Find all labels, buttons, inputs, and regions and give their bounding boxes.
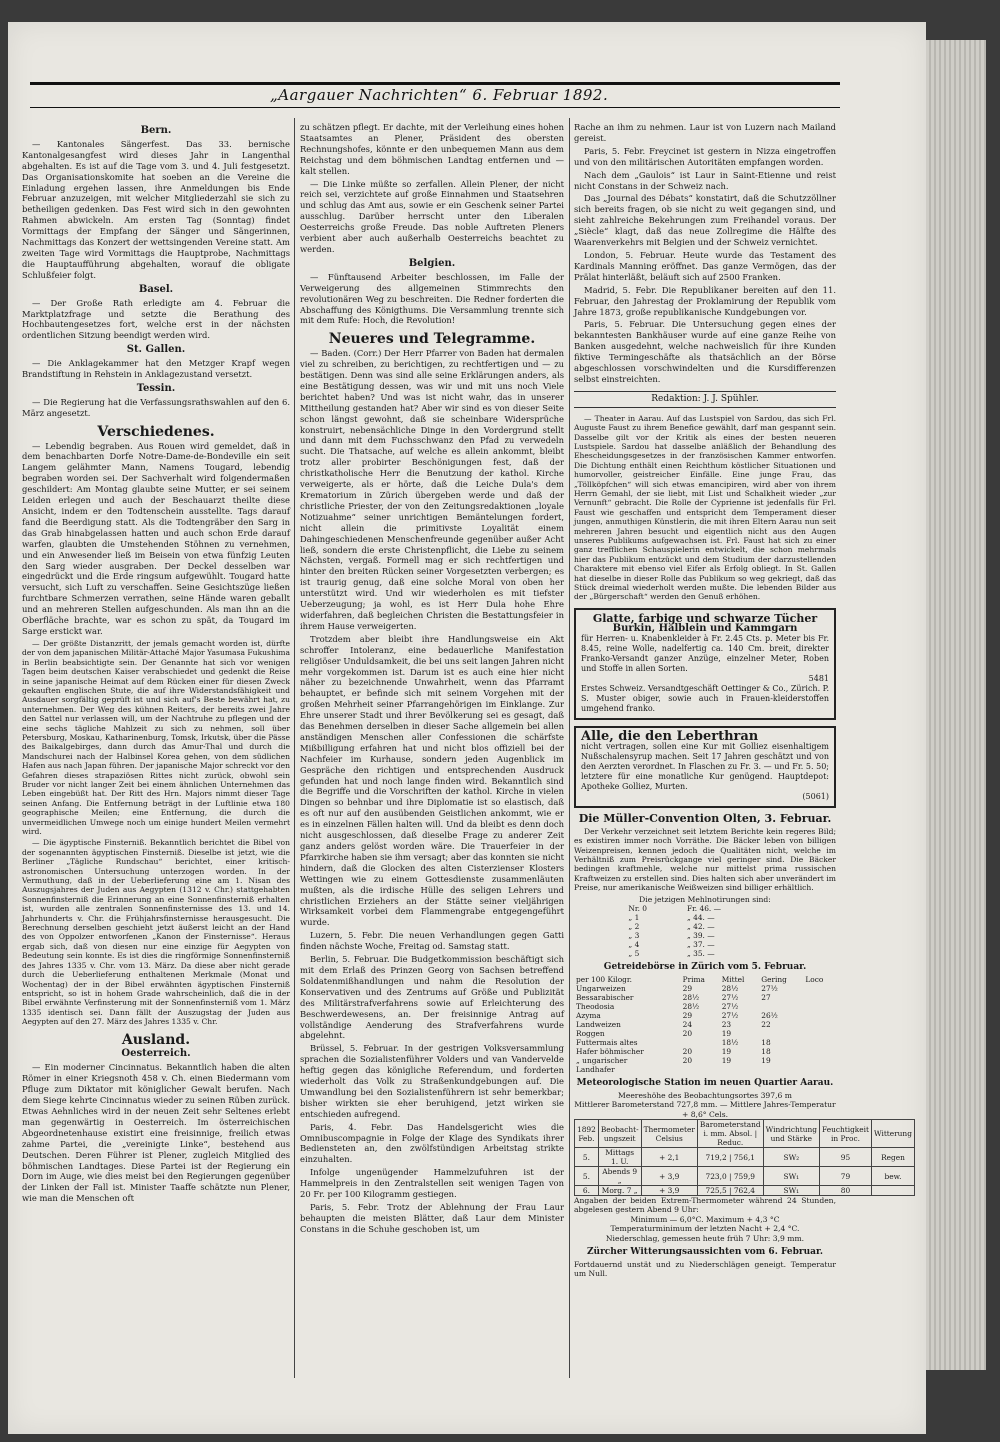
heading-basel: Basel. [138,283,174,295]
heading-tessin: Tessin. [136,382,176,394]
table-row [574,984,836,993]
table-cell [872,1186,915,1196]
column-divider [294,118,295,1378]
table-cell: 18½ [721,1037,739,1047]
table-cell: Fr. 46. — [686,904,721,914]
telegram-madrid: Madrid, 5. Febr. Die Republikaner bereiten auf den 11. Februar, den Jahrestag der Proklamirung der Republik vom Jahre 1873, große republikanische Kundgebungen vor. [574,284,836,317]
table-cell: Roggen [576,1028,605,1038]
telegram-paris-omnibus: Paris, 4. Febr. Das Handelsgericht wies die Omnibuscompagnie in Folge der Klage des Syndikats ihrer Bediensteten an, den zwölfstündigen Arbeitstag strikte einzuhalten. [300,1121,564,1165]
table-row [626,904,783,913]
table-cell: „ ungarischer [576,1055,628,1065]
table-cell: 6. [575,1186,599,1196]
table-cell: 79 [819,1167,871,1186]
column-header: 1892 Feb. [575,1120,599,1148]
paper-name: „Aargauer Nachrichten“ [270,86,468,104]
table-row [574,993,836,1002]
article-cincinnatus: — Ein moderner Cincinnatus. Bekanntlich haben die alten Römer in einer Kriegsnoth 458 v. Ch. einen Biedermann vom Pfluge zum Diktator mit königlicher Gewalt berufen. Nach dem Siege kehrte Cincinnatus wieder zu seinen Rüben zurück. Etwas Aehnliches wird in der neuen Zeit sehr Seltenes erlebt man gegenwärtig in Oesterreich. Im österreichischen Abgeordnetenhause existirt eine freisinnige, freilich etwas zahme Partei, die „vereinigte Linke“, bestehend aus Deutschen. Deren Führer ist Plener, zugleich Mitglied des böhmischen Landtages. Diese Partei ist der Regierung ein Dorn im Auge, wie dies meist bei den Regierungen gegenüber der Linken der Fall ist. Minister Taaffe schätzte nun Plener, wie man die Menschen oft [22,1062,290,1204]
article-trotzdem: Trotzdem aber bleibt ihre Handlungsweise ein Akt schroffer Intoleranz, eine bedauerliche Manifestation religiöser Unduldsamkeit, die bei uns seit langen Jahren nicht mehr vorgekommen ist. Darum ist es auch eine hier nicht näher zu bezeichnende Unwahrheit, wenn das Pfarramt behauptet, er befinde sich mit seinem Vorgehen mit der großen Mehrheit seiner Pfarrangehörigen im Einklange. Zur Ehre unserer Stadt und ihrer Bevölkerung sei es gesagt, daß das Benehmen derselben in dieser Sache allgemein bei allen anständigen Menschen aller Confessionen die schärfste Mißbilligung erfahren hat und nicht blos offiziell bei der Nachfeier im Kurhause, sondern jeden Augenblick im Gespräche den richtigen und entsprechenden Ausdruck gefunden hat und noch lange finden wird. Bekanntlich sind die Begriffe und die Vorschriften der kathol. Kirche in vielen Dingen so behnbar und ihre Diplomatie ist so elastisch, daß es oft nur auf den ausübenden Geistlichen ankommt, wie er es in einzelnen Fällen halten will. Und da bleibt es denn doch nicht ausgeschlossen, daß dieselbe Frage zu anderer Zeit ganz anders gelöst worden wäre. Die Trauerfeier in der Pfarrkirche haben sie ihm versagt; aber das konnten sie nicht hindern, daß die Glocken des alten Cisterzienser Klosters Wettingen wie zu einem Gottesdienste zusammenläuten mußten, als die irdische Hülle des seligen Lehrers und christlichen Erziehers an der Stätte seiner vieljährigen Wirksamkeit vorbei dem Flammengrabe entgegengeführt wurde. [300,633,564,928]
table-cell: + 2,1 [641,1148,697,1167]
table-cell: 20 [682,1055,693,1065]
table-cell: 29 [682,983,693,993]
table-cell: Landweizen [576,1019,621,1029]
wetter-title: Zürcher Witterungsaussichten vom 6. Februar. [586,1247,824,1258]
column-header: Beobacht-ungszeit [598,1120,641,1148]
table-row [574,1065,836,1074]
article-tessin: — Die Regierung hat die Verfassungsrathswahlen auf den 6. März angesetzt. [22,396,290,418]
table-cell [681,1065,720,1074]
table-cell: 27½ [721,992,739,1002]
table-cell: 27 [761,992,771,1002]
heading-belgien: Belgien. [408,257,456,269]
heading-bern: Bern. [140,125,172,136]
heading-mueller-convention: Die Müller-Convention Olten, 3. Februar. [578,811,832,825]
table-row [626,922,783,931]
article-theater: — Theater in Aarau. Auf das Lustspiel von Sardou, das sich Frl. Auguste Faust zu ihrem Benefice gewählt, darf man gespannt sein. Dasselbe gilt vor der Kritik als eines der besten neueren Lustspiele. Sardou hat dasselbe anläßlich der Behandlung des Ehescheidungsgesetzes in der französischen Kammer entworfen. Die Dichtung enthält einen Reichthum köstlicher Situationen und humorvoller, geistreicher Einfälle. Eine junge Frau, das „Töllköpfchen“ will sich etwas emancipiren, wird aber von ihrem Herrn Gemahl, der sie liebt, mit List und Schalkheit wieder „zur Vernunft“ gebracht. Die Rolle der Cyprienne ist jedenfalls für Frl. Faust wie geschaffen und entspricht dem Temperament dieser jungen, anmuthigen Künstlerin, die mit ihren Eltern Aarau nun seit mehreren Jahren besucht und eigentlich nicht aus den Augen unseres Publikums aufgewachsen ist. Frl. Faust hat sich zu einer ganz trefflichen Schauspielerin entwickelt, die schon mehrmals hier das Publikum entzückt und dem Studium der darzustellenden Charaktere mit ebenso viel Eifer als Erfolg obliegt. In St. Gallen hat dieselbe in dieser Rolle das Publikum so weg gekriegt, daß das Stück dreimal wiederholt werden mußte. Die lebenden Bilder aus der „Bürgerschaft“ werden den Genuß erhöhen. [574,413,836,602]
table-cell [803,1065,836,1074]
table-cell: „ 37. — [686,940,715,950]
table-cell: Landhafer [576,1064,615,1074]
table-cell: Hafer böhmischer [576,1046,644,1056]
advertisement-tuecher [574,608,836,720]
telegram-paris-banken: Paris, 5. Februar. Die Untersuchung gegen eines der bekanntesten Bankhäuser wurde auf eine ganze Reihe von Banken ausgedehnt, welche nachweislich für ihre Kunden fiktive Termingeschäfte als thatsächlich an der Börse abgeschlossen vorschwindelten und die Kursdifferenzen selbst einstreichten. [574,319,836,384]
table-cell: 5. [575,1148,599,1167]
ad-leberthran-title: Alle, die den Leberthran [581,728,759,744]
meteo-niederschlag: Niederschlag, gemessen heute früh 7 Uhr: 3,9 mm. [605,1233,805,1243]
table-cell: 19 [721,1055,732,1065]
table-cell [803,1011,836,1020]
article-baden: — Baden. (Corr.) Der Herr Pfarrer von Baden hat dermalen viel zu schreiben, zu berichtigen, zu rechtfertigen und — zu bestätigen. Denn was sind alle seine Erklärungen anders, als eine Bestätigung dessen, was wir und mit uns noch Viele berichtet haben? Und was ist nicht wahr, das in unserer Mittheilung gestanden hat? Aber wir sind es von dieser Seite schon längst gewohnt, daß sie scheinbare Widersprüche konstruirt, nebensächliche Dinge in den Vordergrund stellt und dann mit dem Fuchsschwanz den Pfad zu verwedeln sucht. Die Thatsache, auf welche es allein ankommt, bleibt trotz aller probirter Beschönigungen fest, daß der christkatholische Herr die Benutzung der kathol. Kirche verweigerte, als er hörte, daß die Leiche Dula's dem Krematorium in Zürich übergeben werde und daß der christliche Priester, der von den Zeitungsredaktionen „loyale Notizuahme“ seiner unrichtigen Bemäntelungen fordert, nicht allein die primitivste Loyalität einem Dahingeschiedenen Menschenfreunde gegenüber außer Acht ließ, sondern die erste Christenpflicht, die Liebe zu seinem Nächsten, vergaß. Formell mag er sich rechtfertigen und hinter den breiten Rücken seiner Vorgesetzten verbergen; es ist traurig genug, daß eine solche Moral von oben her unterstützt wird. Und wir wiederholen es mit tiefster Ueberzeugung; ja wohl, es ist Herr Dula hohe Ehre widerfahren, daß begleichen Christen die Bestattungsfeier in ihrem Hause verweigerten. [300,348,564,631]
table-cell: „ 2 [628,922,640,932]
page-stack-edge [926,40,986,1370]
table-cell: SW₁ [763,1186,819,1196]
table-row [574,1047,836,1056]
table-row [575,1148,915,1167]
table-cell [803,1038,836,1047]
telegram-hammel: Infolge ungenügender Hammelzufuhren ist der Hammelpreis in den Zentralstellen seit wenigen Tagen von 20 Fr. per 100 Kilogramm gestiegen. [300,1167,564,1200]
column-header: Thermometer Celsius [641,1120,697,1148]
table-cell: 29 [682,1010,693,1020]
table-cell: 80 [819,1186,871,1196]
column-header: Loco [805,974,824,984]
table-row [575,1167,915,1186]
table-cell [759,1002,803,1011]
table-cell: 725,5 | 762,4 [697,1186,763,1196]
table-cell: „ 44. — [686,913,715,923]
table-cell: 95 [819,1148,871,1167]
ad-leberthran-number: (5061) [802,791,829,801]
column-header: Windrichtung und Stärke [763,1120,819,1148]
issue-date: 6. Februar 1892. [472,86,609,104]
telegram-gaulois: Nach dem „Gaulois“ ist Laur in Saint-Etienne und reist nicht Constans in der Schweiz nach. [574,169,836,191]
column-2 [300,122,564,1382]
telegram-luzern: Luzern, 5. Febr. Die neuen Verhandlungen gegen Gatti finden nächste Woche, Freitag od. Samstag statt. [300,930,564,952]
ad-tuecher-firm: Erstes Schweiz. Versandtgeschäft Oettinger & Co., Zürich. P. S. Muster obiger, sowie auch in Frauen-kleiderstoffen umgehend franko. [581,683,829,713]
mehl-table [626,904,783,958]
telegram-laur-cont: Rache an ihm zu nehmen. Laur ist von Luzern nach Mailand gereist. [574,122,836,143]
table-cell: „ 35. — [686,949,715,959]
table-cell: „ 3 [628,931,640,941]
table-cell: + 3,9 [641,1186,697,1196]
table-cell: 24 [682,1019,693,1029]
table-row [574,1020,836,1029]
table-row [574,1029,836,1038]
table-cell: bew. [872,1167,915,1186]
table-cell: SW₁ [763,1167,819,1186]
table-row [626,940,783,949]
heading-neueres-telegramme: Neueres und Telegramme. [328,331,536,348]
advertisement-leberthran [574,726,836,808]
table-cell: 5. [575,1167,599,1186]
article-basel: — Der Große Rath erledigte am 4. Februar die Marktplatzfrage und setzte die Berathung des Hochbautengesetzes fort, welche erst in der nächsten ordentlichen Sitzung beendigt werden wird. [22,297,290,341]
heading-ausland: Ausland. [121,1031,191,1048]
table-row [574,1011,836,1020]
meteo-extrem: Angaben der beiden Extrem-Thermometer während 24 Stunden, abgelesen gestern Abend 9 Uhr: [574,1196,836,1215]
table-cell: 27½ [721,1001,739,1011]
table-cell [803,984,836,993]
table-cell [803,1056,836,1065]
masthead-title [270,86,608,104]
table-cell: „ 1 [628,913,640,923]
table-cell [803,1029,836,1038]
table-cell: 27½ [721,1010,739,1020]
column-header: Mittel [721,974,745,984]
heading-oesterreich: Oesterreich. [121,1048,191,1060]
column-header: Barometerstand i. mm. Absol. | Reduc. [697,1120,763,1148]
table-cell: „ 4 [628,940,640,950]
table-cell: + 3,9 [641,1167,697,1186]
table-cell: „ 42. — [686,922,715,932]
ad-leberthran-body: nicht vertragen, sollen eine Kur mit Golliez eisenhaltigem Nußschalensyrup machen. Seit 17 Jahren geschätzt und von den Aerzten verordnet. In Flaschen zu Fr. 3. — und Fr. 5. 50; letztere für eine monatliche Kur genügend. Hauptdepot: Apotheke Golliez, Murten. [581,741,829,791]
table-cell: „ 5 [628,949,640,959]
column-header: Prima [682,974,705,984]
table-cell: 19 [721,1046,732,1056]
ad-tuecher-subtitle: Burkin, Halblein und Kammgarn [612,622,798,634]
table-row [626,931,783,940]
table-row [626,913,783,922]
table-cell: SW₂ [763,1148,819,1167]
column-header: Witterung [872,1120,915,1148]
article-stgallen: — Die Anklagekammer hat den Metzger Krapf wegen Brandstiftung in Rehstein in Anklagezustand versetzt. [22,358,290,380]
masthead [30,82,840,108]
meteo-averages: Mittlerer Barometerstand 727,8 mm. — Mittlere Jahres-Temperatur + 8,6° Cels. [574,1100,836,1119]
wetter-forecast: Fortdauernd unstät und zu Niederschlägen geneigt. Temperatur um Null. [574,1260,836,1279]
ad-tuecher-number: 5481 [808,673,829,683]
table-cell: 28½ [721,983,739,993]
telegram-bruessel: Brüssel, 5. Februar. In der gestrigen Volksversammlung sprachen die Sozialistenführer Volders und van Vandervelde heftig gegen das königliche Referendum, und forderten wiederholt das Volk zu Straßenkundgebungen auf. Die Umwandlung bei den Sozialistenführern ist sehr bemerkbar; bisher wirkten sie eher beruhigend, jetzt wirken sie entschieden aufregend. [300,1043,564,1119]
table-cell: 26½ [761,1010,778,1020]
table-cell: 28½ [682,1001,700,1011]
table-cell [803,1002,836,1011]
column-header: Feuchtigkeit in Proc. [819,1120,871,1148]
meteo-title: Meteorologische Station im neuen Quartier Aarau. [576,1077,834,1088]
table-cell [681,1038,720,1047]
heading-verschiedenes: Verschiedenes. [97,423,215,440]
article-lebendig-begraben: — Lebendig begraben. Aus Rouen wird gemeldet, daß in dem benachbarten Dorfe Notre-Dame-de-Bondeville ein seit Langem gelähmter Mann, Namens Tougard, lebendig begraben worden sei. Der Sachverhalt wird folgendermaßen geschildert: Am Montag glaubte seine Mutter, er sei seinem Leiden erlegen und auch der Beschauarzt theilte diese Ansicht, indem er den Todtenschein ausstellte. Tags darauf fand die Beerdigung statt. Als die Todtengräber den Sarg in das Grab hinabgelassen hatten und auch schon Erde darauf warfen, glaubten die Umstehenden Stöhnen zu vernehmen, und ein Anwesender ließ im Beisein von etwa fünfzig Leuten den Sarg wieder ausgraben. Der Deckel desselben war eingedrückt und die Erde ringsum aufgewühlt. Tougard hatte versucht, sich Luft zu verschaffen. Seine Gesichtszüge ließen furchtbare Schmerzen verrathen, seine Hände waren geballt und an mehreren Stellen aufgeschunden. Als man ihn an die Oberfläche brachte, war es schon zu spät, da Tougard im Sarge erstickt war. [22,440,290,636]
table-row [575,1186,915,1196]
editor-line: Redaktion: J. J. Spühler. [574,391,836,408]
ad-tuecher-title: Glatte, farbige und schwarze Tücher [592,611,818,625]
telegram-paris-laur: Paris, 5. Febr. Trotz der Ablehnung der Frau Laur behaupten die meisten Blätter, daß Laur dem Minister Constans in die Schuhe geschoben ist, um [300,1202,564,1234]
article-finsternis: — Die ägyptische Finsterniß. Bekanntlich berichtet die Bibel von der sogenannten ägyptischen Finsterniß. Dieselbe ist jetzt, wie die Berliner „Tägliche Rundschau“ berichtet, einer kritisch-astronomischen Untersuchung unterzogen worden. In der Vermuthung, daß in der Ueberlieferung eine am 1. Nisan des Auszugsjahres der Juden aus Aegypten (1312 v. Chr.) stattgehabten Sonnenfinsterniß die Erinnerung an eine Sonnenfinsterniß erhalten ist, wurden alle zentralen Sonnenfinsternisse des 13. und 14. Jahrhunderts v. Chr. die Frühjahrsfinsternisse herausgesucht. Die Berechnung derselben geschieht jetzt äußerst leicht an der Hand des von Oppolzer entworfenen „Kanon der Finsternisse“. Heraus ergab sich, daß von diesen nur eine einzige für Aegypten von Bedeutung sein konnte. Es ist dies die ringförmige Sonnenfinsterniß des Jahres 1335 v. Chr. vom 13. März. Da diese aber nicht gerade durch die Ueberlieferung enthaltenen Merkmale (Monat und Wochentag) der in der Bibel erwähnten ägyptischen Finsterniß entspricht, so ist in hohem Grade wahrscheinlich, daß die in der Bibel erwähnte Verfinsterung mit der Sonnenfinsterniß vom 1. März 1335 identisch sei. Dann fällt der Auszugstag der Juden aus Aegypten auf den 27. März des Jahres 1335 v. Chr. [22,838,290,1027]
mehl-caption: Die jetzigen Mehlnotirungen sind: [639,894,771,904]
table-cell [759,1065,803,1074]
table-cell [803,1047,836,1056]
table-cell: 723,0 | 759,9 [697,1167,763,1186]
table-cell: 23 [721,1019,732,1029]
telegram-debats: Das „Journal des Débats“ konstatirt, daß die Schutzzöllner sich bereits fragen, ob sie nicht zu weit gegangen sind, und sieht zahlreiche Bekehrungen zum Freihandel voraus. Der „Siècle“ klagt, daß das neue Zollregime die Hälfte des Waarenverkehrs mit Belgien und der Schweiz vernichtet. [574,193,836,248]
heading-stgallen: St. Gallen. [126,344,186,356]
table-cell: 19 [761,1055,771,1065]
table-cell: Ungarweizen [576,983,626,993]
getreide-title: Getreidebörse in Zürich vom 5. Februar. [603,962,807,973]
table-cell: „ 39. — [686,931,715,941]
meteo-altitude: Meereshöhe des Beobachtungsortes 397,6 m [618,1090,792,1100]
column-header: per 100 Kilogr. [576,974,632,984]
table-cell: Mittags 1. U. [598,1148,641,1167]
table-cell [759,1029,803,1038]
table-row [574,1038,836,1047]
table-cell [803,1020,836,1029]
table-cell: Theodosia [576,1001,615,1011]
table-cell: 22 [761,1019,771,1029]
meteo-minmax: Minimum — 6,0°C. Maximum + 4,3 °C [630,1214,780,1224]
table-cell: 18 [761,1046,771,1056]
article-linke: — Die Linke müßte so zerfallen. Allein Plener, der nicht reich sei, verzichtete auf große Einnahmen und Staatsehren und schlug das Amt aus, sowie er ein Geschenk seiner Partei ausschlug. Darüber herrscht unter den Liberalen Oesterreichs große Freude. Das noble Auftreten Pleners verbient aber auch außerhalb Oesterreichs beachtet zu werden. [300,178,564,254]
column-divider [569,118,570,1378]
table-cell: 27½ [761,983,778,993]
table-cell: Futtermais altes [576,1037,638,1047]
telegram-paris-freycinet: Paris, 5. Febr. Freycinet ist gestern in Nizza eingetroffen und von den militärischen Autoritäten empfangen worden. [574,145,836,167]
meteo-table [574,1119,915,1196]
article-saengerfest: — Kantonales Sängerfest. Das 33. bernische Kantonalgesangfest wird dieses Jahr in Langenthal abgehalten. Es ist auf die Tage vom 3. und 4. Juli festgesetzt. Das Organisationskomite hat soeben an die Vereine die Einladung ergehen lassen, ihre Anmeldungen bis Ende Februar anzuzeigen, mit welcher Mitgliederzahl sie sich zu betheiligen gedenken. Das Fest wird sich in den gewohnten Rahmen abwickeln. Am ersten Tag (Sonntag) findet Vormittags der Empfang der Sänger und Sängerinnen, Nachmittags das Konzert der wettsingenden Vereine statt. Am zweiten Tage wird Vormittags die Hauptprobe, Nachmittags die Hauptaufführung abgehalten, worauf die obligate Schlußfeier folgt. [22,138,290,280]
table-cell: Nr. 0 [628,904,647,914]
article-distanzritt: — Der größte Distanzritt, der jemals gemacht worden ist, dürfte der von dem japanischen Militär-Attaché Major Yasumasa Fukushima in Berlin beabsichtigte sein. Der Genannte hat sich vor wenigen Tagen beim deutschen Kaiser verabschiedet und gedenkt die Reise in seine japanische Heimat auf dem Rücken einer für diesen Zweck gekauften englischen Stute, die auf ihre Widerstandsfähigkeit und Ausdauer sorgfältig geprüft ist und sich auf's Beste bewährt hat, zu unternehmen. Der Weg des kühnen Reiters, der bereits zwei Jahre den Sattel nur verlassen will, um der Nachtruhe zu pflegen und der eine sechs tägliche Mahlzeit zu sich zu nehmen, soll über Petersburg, Moskau, Katharinenburg, Tomsk, Irkutsk, über die Pässe des Baikalgebirges, dann durch das Amur-Thal und durch die Mandschurei nach der Halbinsel Korea gehen, von dem südlichen Hafen aus nach Japan führen. Der japanische Major schreckt vor den Gefahren dieses strapaziösen Rittes nicht zurück, obwohl sein Bruder vor nicht langer Zeit bei einem ähnlichen Unternehmen das Leben eingebüßt hat. Der Ritt des Hrn. Majors nimmt dieser Tage seinen Anfang. Die Entfernung beträgt in der Luftlinie etwa 180 geographische Meilen; eine Entfernung, die durch die unvermeidlichen Umwege noch um einige hundert Meilen vermehrt wird. [22,638,291,836]
ad-tuecher-body: für Herren- u. Knabenkleider à Fr. 2.45 Cts. p. Meter bis Fr. 8.45, reine Wolle, nadelfertig ca. 140 Cm. breit, direkter Franko-Versandt ganzer Anzüge, einzelner Meter, Roben und Stoffe in allen Sorten. [581,633,829,673]
column-1 [22,122,290,1382]
table-cell: 20 [682,1046,693,1056]
telegram-berlin: Berlin, 5. Februar. Die Budgetkommission beschäftigt sich mit dem Erlaß des Prinzen Georg von Sachsen betreffend Soldatenmißhandlungen und nahm die Resolution der Konservativen und des Zentrums auf Größe und Publizität des Militärstrafverfahrens sowie auf Erleichterung des Beschwerdewesens, an. Der freisinnige Antrag auf vollständige Aenderung des Strafverfahrens wurde abgelehnt. [300,954,564,1041]
getreide-table [574,975,836,1074]
table-cell: Bessarabischer [576,992,634,1002]
article-cincinnatus-cont: zu schätzen pflegt. Er dachte, mit der Verleihung eines hohen Staatsamtes an Plener, Präsident des obersten Rechnungshofes, könnte er den unbequemen Mann aus dem Reichstag und dem böhmischen Landtag entfernen und — kalt stellen. [300,122,564,176]
table-cell: Abends 9 „ [598,1167,641,1186]
table-cell: 18 [761,1037,771,1047]
table-cell: Regen [872,1148,915,1167]
article-belgien: — Fünftausend Arbeiter beschlossen, im Falle der Verweigerung des allgemeinen Stimmrechts den revolutionären Weg zu beschreiten. Die Redner forderten die Abschaffung des Königthums. Die Versammlung trennte sich mit dem Rufe: Hoch, die Revolution! [300,271,564,326]
table-cell: 20 [682,1028,693,1038]
table-row [574,1002,836,1011]
table-cell: Morg. 7 „ [598,1186,641,1196]
table-cell [720,1065,760,1074]
column-header: Gering [761,974,787,984]
table-row [574,1056,836,1065]
article-mueller: Der Verkehr verzeichnet seit letztem Berichte kein regeres Bild; es existiren immer noch Vorräthe. Die Bäcker leben von billigen Weizenpreisen, kennen jedoch die Qualitäten nicht, welche im Verhältniß zum Preisrückgange viel geringer sind. Die Bäcker bedingen kraftmehle, welche nur mittelst prima russischen Kraftweizen zu erstellen sind. Dies halten sich aber unverändert im Preise, nur amerikanische Weißweizen sind billiger erhältlich. [574,826,836,893]
telegram-london: London, 5. Februar. Heute wurde das Testament des Kardinals Manning eröffnet. Das ganze Vermögen, das der Prälat hinterläßt, beläuft sich auf 2500 Franken. [574,249,836,282]
table-cell: Azyma [576,1010,601,1020]
meteo-tempmin: Temperaturminimum der letzten Nacht + 2,4 °C. [610,1224,800,1234]
table-cell: 719,2 | 756,1 [697,1148,763,1167]
table-cell: 19 [721,1028,732,1038]
table-cell [803,993,836,1002]
table-cell: 28½ [682,992,700,1002]
column-3 [574,122,912,1382]
table-row [626,949,783,958]
